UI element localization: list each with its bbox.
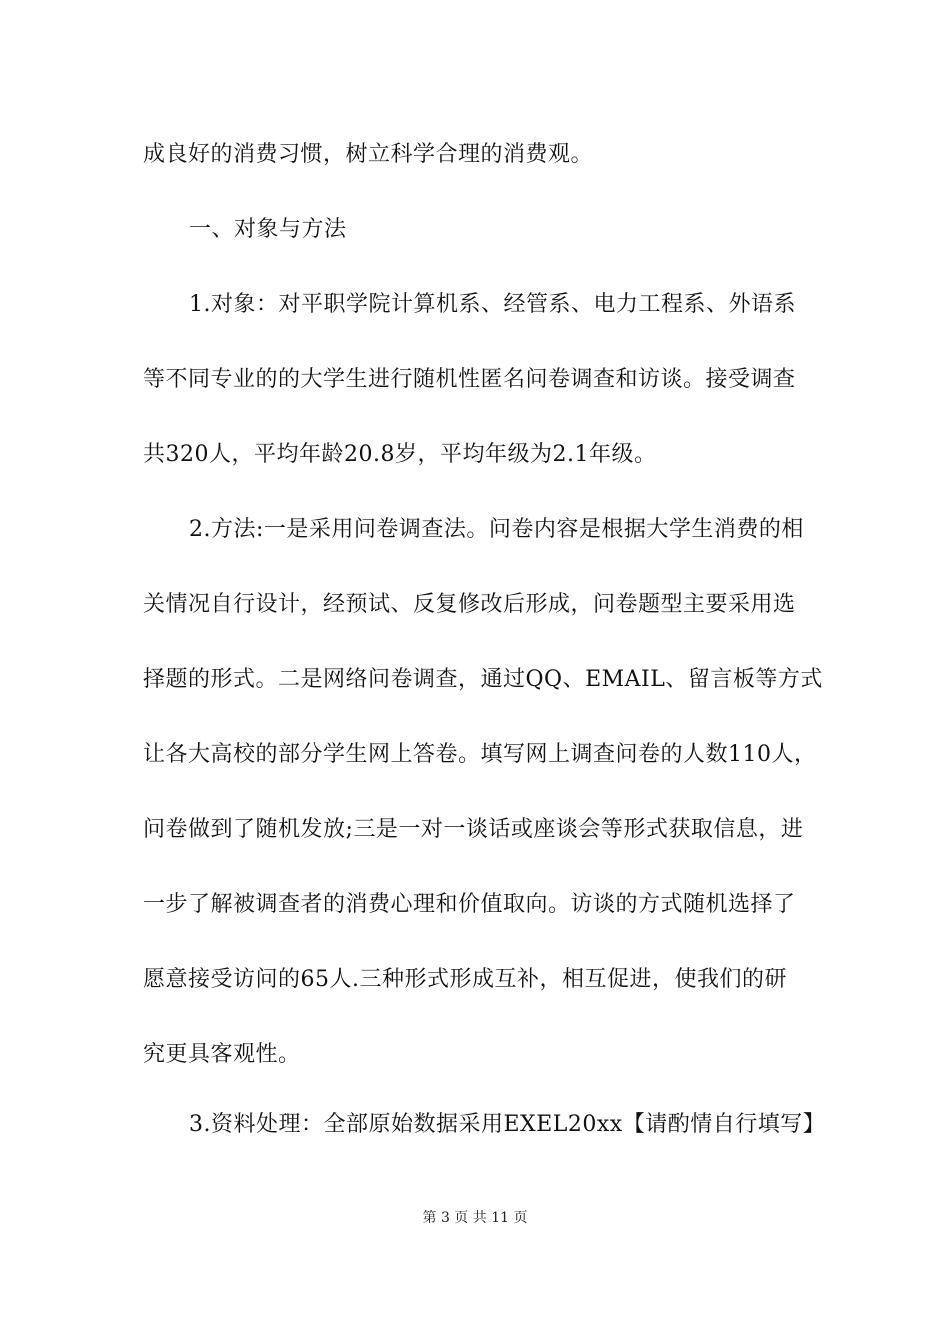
page-footer: 第 3 页 共 11 页 bbox=[422, 1210, 528, 1226]
paragraph-line: 愿意接受访问的65人.三种形式形成互补，相互促进，使我们的研 bbox=[143, 967, 787, 992]
paragraph-line: 让各大高校的部分学生网上答卷。填写网上调查问卷的人数110人， bbox=[143, 742, 817, 767]
paragraph-line: 关情况自行设计，经预试、反复修改后形成，问卷题型主要采用选 bbox=[143, 592, 796, 617]
paragraph-line: 问卷做到了随机发放;三是一对一谈话或座谈会等形式获取信息，进 bbox=[143, 817, 804, 842]
paragraph-line: 等不同专业的的大学生进行随机性匿名问卷调查和访谈。接受调查 bbox=[143, 367, 796, 392]
paragraph-line: 究更具客观性。 bbox=[143, 1042, 301, 1067]
paragraph-line: 一步了解被调查者的消费心理和价值取向。访谈的方式随机选择了 bbox=[143, 892, 796, 917]
paragraph-line: 共320人，平均年龄20.8岁，平均年级为2.1年级。 bbox=[143, 442, 657, 467]
paragraph-line: 择题的形式。二是网络问卷调查，通过QQ、EMAIL、留言板等方式 bbox=[143, 667, 823, 692]
paragraph-line: 2.方法:一是采用问卷调查法。问卷内容是根据大学生消费的相 bbox=[189, 517, 804, 542]
paragraph-line: 3.资料处理：全部原始数据采用EXEL20xx【请酌情自行填写】 bbox=[189, 1112, 826, 1137]
section-heading: 一、对象与方法 bbox=[189, 217, 347, 242]
paragraph-line: 1.对象：对平职学院计算机系、经管系、电力工程系、外语系 bbox=[189, 292, 796, 317]
paragraph-line: 成良好的消费习惯，树立科学合理的消费观。 bbox=[143, 142, 594, 167]
